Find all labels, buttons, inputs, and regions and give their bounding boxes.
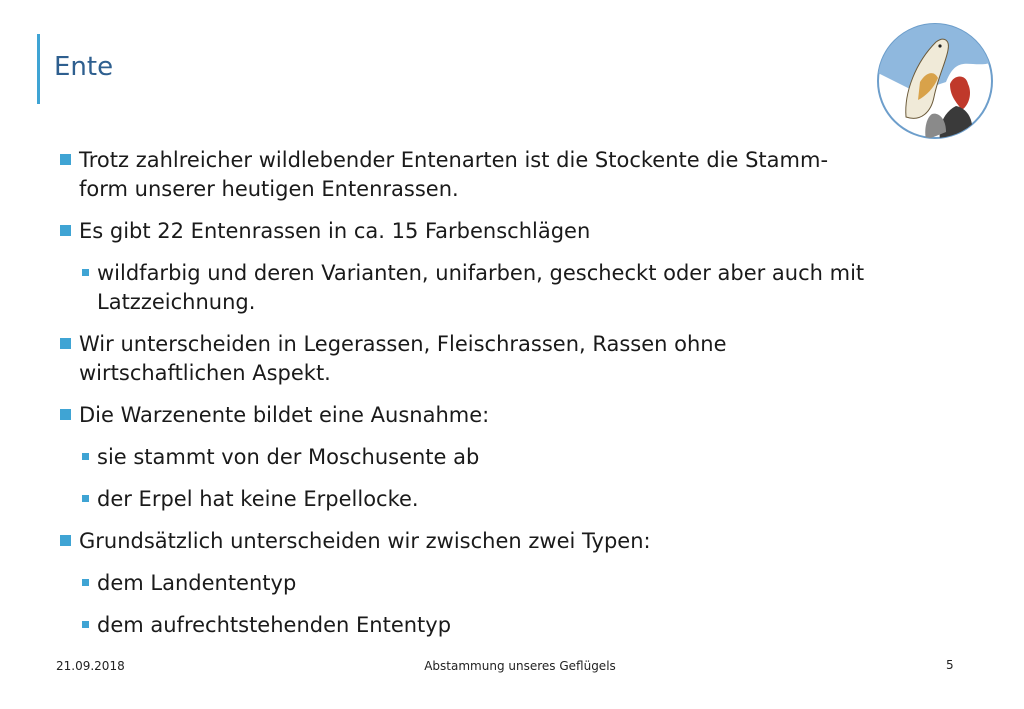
list-item	[60, 527, 980, 556]
sub-list-item	[60, 611, 980, 640]
bullet-list	[60, 146, 980, 640]
slide-title: Ente	[54, 52, 114, 82]
list-item-text: Grundsätzlich unterscheiden wir zwischen zwei Typen:	[79, 529, 651, 553]
list-item-line: form unserer heutigen Entenrassen.	[79, 177, 459, 201]
list-item-line: Latzzeichnung.	[97, 290, 256, 314]
footer-date: 21.09.2018	[56, 659, 125, 673]
small-square-bullet-icon	[82, 269, 89, 276]
list-item-line: wildfarbig und deren Varianten, unifarben, gescheckt oder aber auch mit	[97, 261, 865, 285]
list-item-line: Wir unterscheiden in Legerassen, Fleischrassen, Rassen ohne	[79, 332, 727, 356]
list-item	[60, 401, 980, 430]
list-item	[60, 217, 980, 246]
small-square-bullet-icon	[82, 621, 89, 628]
sub-list-item	[60, 443, 980, 472]
square-bullet-icon	[60, 535, 71, 546]
sub-list-item	[60, 259, 980, 317]
small-square-bullet-icon	[82, 453, 89, 460]
square-bullet-icon	[60, 225, 71, 236]
square-bullet-icon	[60, 338, 71, 349]
square-bullet-icon	[60, 409, 71, 420]
small-square-bullet-icon	[82, 495, 89, 502]
list-item	[60, 330, 980, 388]
list-item	[60, 146, 980, 204]
list-item-text: dem aufrechtstehenden Ententyp	[97, 613, 452, 637]
footer-title: Abstammung unseres Geflügels	[424, 659, 616, 673]
poultry-logo	[876, 22, 994, 140]
small-square-bullet-icon	[82, 579, 89, 586]
list-item-text: der Erpel hat keine Erpellocke.	[97, 487, 419, 511]
list-item-line: wirtschaftlichen Aspekt.	[79, 361, 331, 385]
page-number: 5	[946, 658, 954, 672]
square-bullet-icon	[60, 154, 71, 165]
sub-list-item	[60, 485, 980, 514]
sub-list-item	[60, 569, 980, 598]
list-item-text: dem Landententyp	[97, 571, 297, 595]
list-item-text: Die Warzenente bildet eine Ausnahme:	[79, 403, 490, 427]
list-item-text: Es gibt 22 Entenrassen in ca. 15 Farbenschlägen	[79, 219, 591, 243]
list-item-text: sie stammt von der Moschusente ab	[97, 445, 480, 469]
title-accent-bar	[37, 34, 40, 104]
list-item-line: Trotz zahlreicher wildlebender Entenarten ist die Stockente die Stamm-	[79, 148, 829, 172]
